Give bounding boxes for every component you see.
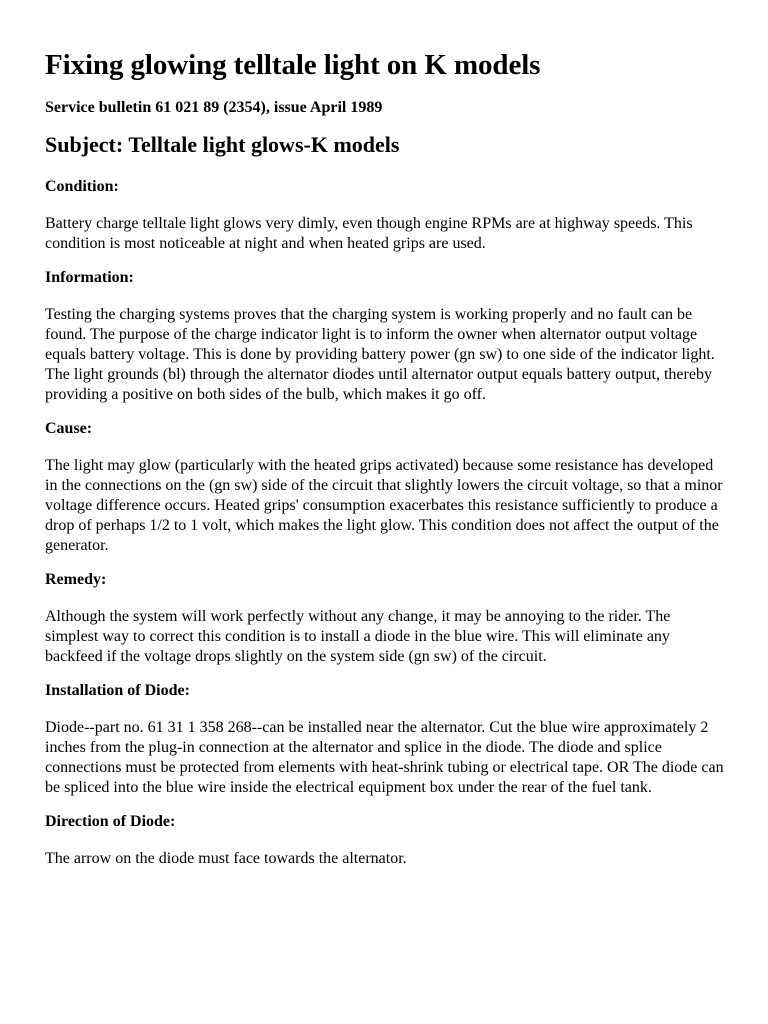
document-title: Fixing glowing telltale light on K models <box>45 49 541 81</box>
section-heading-information: Information: <box>45 269 134 286</box>
section-text-installation: Diode--part no. 61 31 1 358 268--can be installed near the alternator. Cut the blue wire approximately 2 inches from the plug-in connection at the alternator and splice in the diode. The diode and splice connections must be protected from elements with heat-shrink tubing or electrical tape. OR The diode can be spliced into the blue wire inside the electrical equipment box under the rear of the fuel tank. <box>45 719 724 796</box>
section-direction <box>45 812 724 869</box>
section-text-remedy: Although the system will work perfectly without any change, it may be annoying to the rider. The simplest way to correct this condition is to install a diode in the blue wire. This will eliminate any backfeed if the voltage drops slightly on the system side (gn sw) of the circuit. <box>45 608 671 665</box>
section-text-direction: The arrow on the diode must face towards the alternator. <box>45 850 407 867</box>
section-text-condition: Battery charge telltale light glows very dimly, even though engine RPMs are at highway speeds. This condition is most noticeable at night and when heated grips are used. <box>45 215 693 252</box>
bulletin-reference: Service bulletin 61 021 89 (2354), issue April 1989 <box>45 99 383 116</box>
section-heading-remedy: Remedy: <box>45 571 107 588</box>
section-heading-condition: Condition: <box>45 178 119 195</box>
subject-heading: Subject: Telltale light glows-K models <box>45 132 400 157</box>
section-condition <box>45 177 724 254</box>
section-remedy <box>45 570 724 667</box>
section-heading-cause: Cause: <box>45 420 93 437</box>
section-installation <box>45 681 724 798</box>
section-text-information: Testing the charging systems proves that the charging system is working properly and no fault can be found. The purpose of the charge indicator light is to inform the owner when alternator output voltage equals battery voltage. This is done by providing battery power (gn sw) to one side of the indicator light. The light grounds (bl) through the alternator diodes until alternator output equals battery output, thereby providing a positive on both sides of the bulb, which makes it go off. <box>45 306 715 403</box>
section-heading-installation: Installation of Diode: <box>45 682 190 699</box>
section-heading-direction: Direction of Diode: <box>45 813 176 830</box>
section-cause <box>45 419 724 556</box>
section-information <box>45 268 724 405</box>
section-text-cause: The light may glow (particularly with the heated grips activated) because some resistance has developed in the connections on the (gn sw) side of the circuit that slightly lowers the circuit voltage, so that a minor voltage difference occurs. Heated grips' consumption exacerbates this resistance sufficiently to produce a drop of perhaps 1/2 to 1 volt, which makes the light glow. This condition does not affect the output of the generator. <box>45 457 723 554</box>
